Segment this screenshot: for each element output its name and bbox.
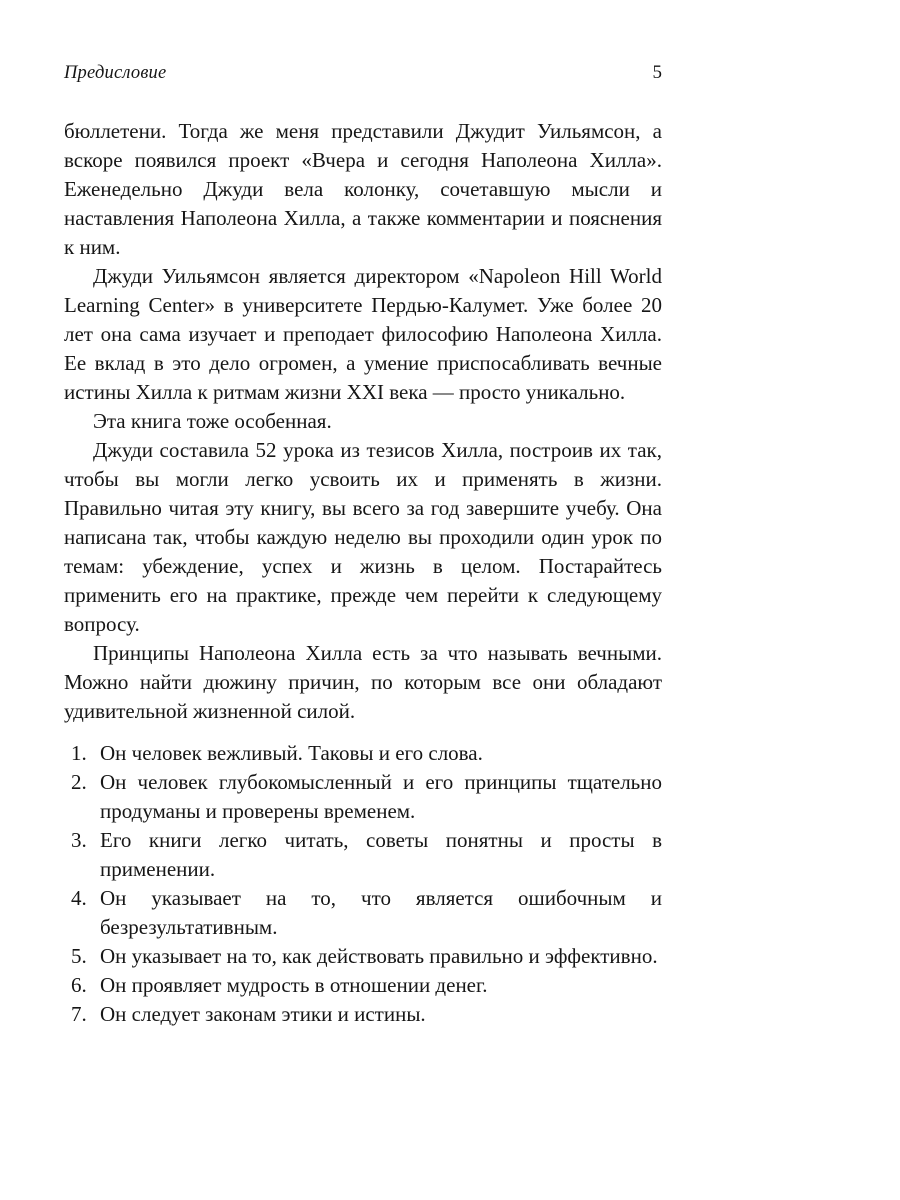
paragraph: Эта книга тоже особенная.: [93, 409, 332, 433]
list-item-text: Он указывает на то, как действовать правильно и эффективно.: [100, 944, 658, 968]
list-item: [64, 1000, 662, 1029]
numbered-list: [64, 739, 662, 1029]
list-item-text: Он человек глубокомысленный и его принципы тщательно продуманы и проверены временем.: [100, 770, 662, 823]
list-item: [64, 942, 662, 971]
list-item: [64, 739, 662, 768]
list-item-number: 4.: [71, 886, 87, 910]
list-item-number: 5.: [71, 944, 87, 968]
running-header: [64, 62, 662, 84]
paragraph: Принципы Наполеона Хилла есть за что называть вечными. Можно найти дюжину причин, по которым все они обладают удивительной жизненной силой.: [64, 641, 662, 723]
list-item: [64, 884, 662, 942]
list-item-number: 6.: [71, 973, 87, 997]
list-item-text: Он человек вежливый. Таковы и его слова.: [100, 741, 483, 765]
list-item-text: Он указывает на то, что является ошибочным и безрезультативным.: [100, 886, 662, 939]
list-item: [64, 971, 662, 1000]
page-content: [64, 62, 662, 1029]
paragraph: Джуди составила 52 урока из тезисов Хилла, построив их так, чтобы вы могли легко усвоить их и применять в жизни. Правильно читая эту книгу, вы всего за год завершите учебу. Она написана так, чтобы каждую неделю вы проходили один урок по темам: убеждение, успех и жизнь в целом. Постарайтесь применить его на практике, прежде чем перейти к следующему вопросу.: [64, 438, 662, 636]
list-item-number: 2.: [71, 770, 87, 794]
list-item-text: Он следует законам этики и истины.: [100, 1002, 426, 1026]
list-item: [64, 826, 662, 884]
body-text: [64, 117, 662, 1029]
page-number: 5: [652, 62, 662, 83]
list-item-text: Он проявляет мудрость в отношении денег.: [100, 973, 488, 997]
paragraph: бюллетени. Тогда же меня представили Джудит Уильямсон, а вскоре появился проект «Вчера и сегодня Наполеона Хилла». Еженедельно Джуди вела колонку, сочетавшую мысли и наставления Наполеона Хилла, а также комментарии и пояснения к ним.: [64, 119, 662, 259]
list-item-number: 1.: [71, 741, 87, 765]
list-item-number: 3.: [71, 828, 87, 852]
list-item: [64, 768, 662, 826]
paragraph: Джуди Уильямсон является директором «Napoleon Hill World Learning Center» в университете Пердью-Калумет. Уже более 20 лет она сама изучает и преподает философию Наполеона Хилла. Ее вклад в это дело огромен, а умение приспосабливать вечные истины Хилла к ритмам жизни XXI века — просто уникально.: [64, 264, 662, 404]
list-item-number: 7.: [71, 1002, 87, 1026]
list-item-text: Его книги легко читать, советы понятны и просты в применении.: [100, 828, 662, 881]
section-title: Предисловие: [64, 63, 167, 83]
